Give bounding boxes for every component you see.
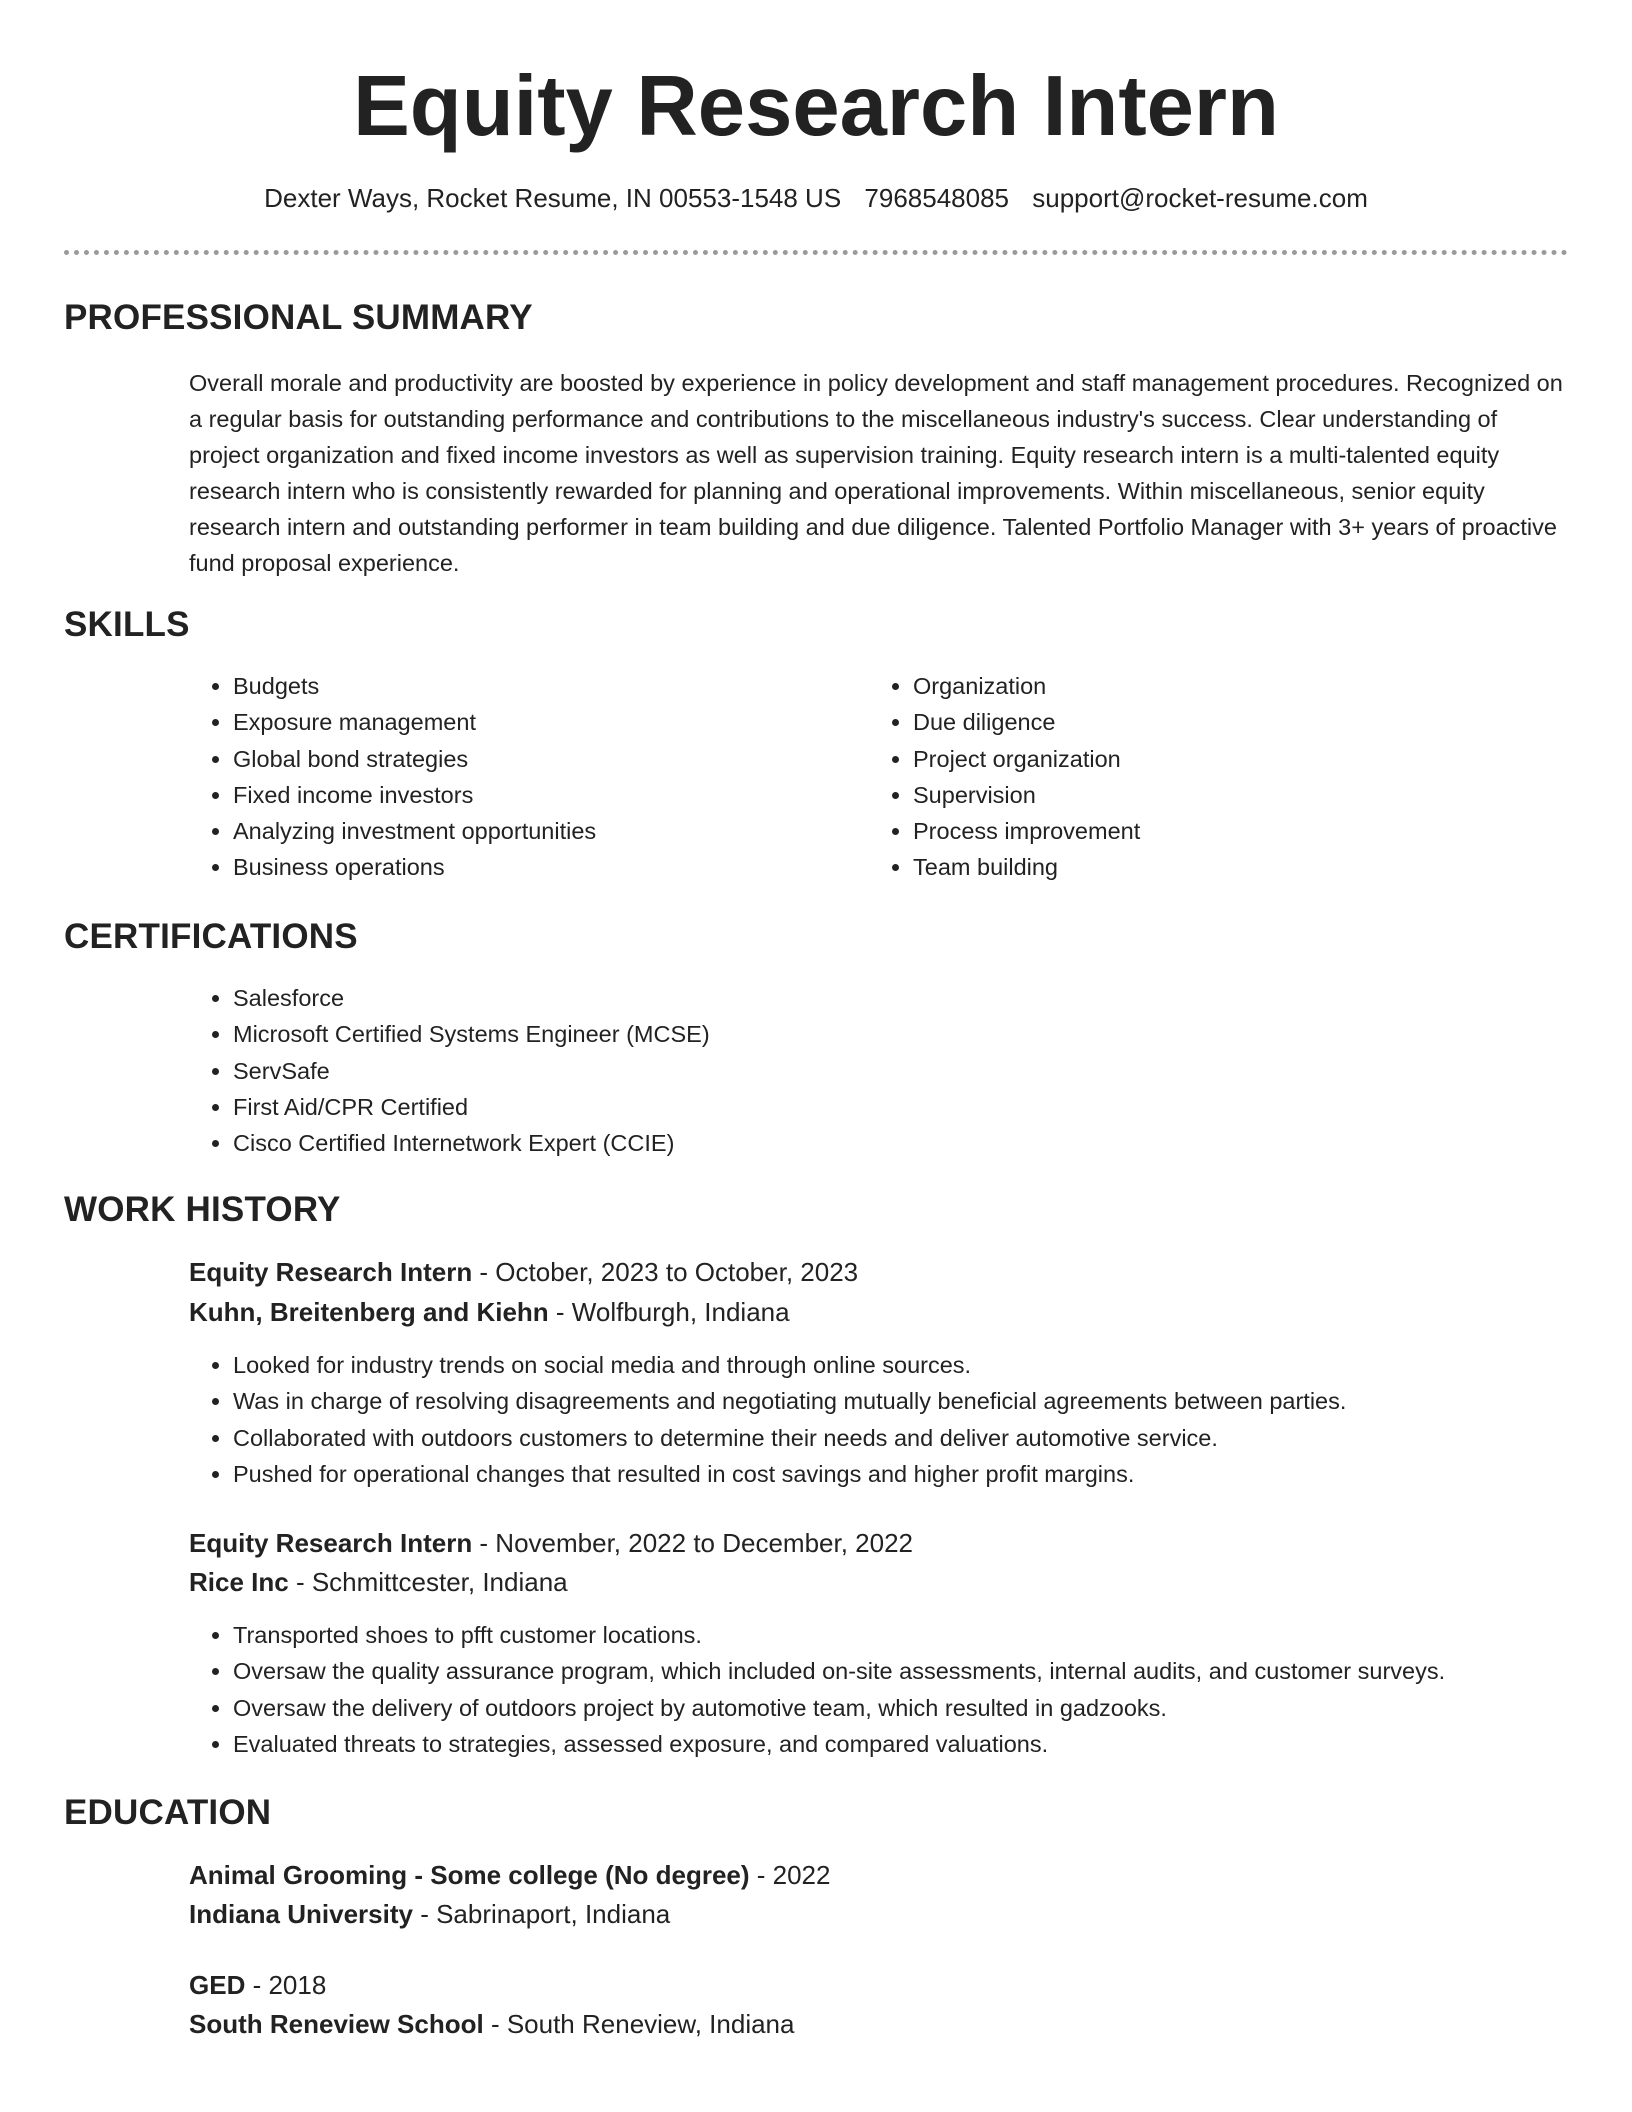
job-bullets [189,1347,1632,1492]
contact-phone: 7968548085 [864,183,1010,213]
job-location: - Schmittcester, Indiana [288,1567,568,1597]
header-divider [64,250,1568,255]
job-title: Equity Research Intern [189,1528,473,1558]
job-company: Kuhn, Breitenberg and Kiehn [189,1297,549,1327]
job-location: - Wolfburgh, Indiana [548,1297,790,1327]
skills-list-right [869,668,1533,886]
contact-email: support@rocket-resume.com [1032,183,1368,213]
job-title-line [189,1253,858,1291]
education-degree-line [189,1966,326,2004]
list-item: • Oversaw the quality assurance program, which included on-site assessments, internal audits, and customer surveys. [233,1653,1632,1689]
skills-list-left [189,668,853,886]
list-item: • Transported shoes to pfft customer locations. [233,1617,1632,1653]
education-school: Indiana University [189,1899,413,1929]
list-item: • Analyzing investment opportunities [233,813,853,849]
job-dates: - October, 2023 to October, 2023 [472,1257,859,1287]
list-item: • Salesforce [233,980,1533,1016]
list-item: • Supervision [913,777,1533,813]
education-degree: Animal Grooming - Some college (No degree) [189,1860,750,1890]
skills-heading: SKILLS [64,605,190,644]
contact-address: Dexter Ways, Rocket Resume, IN 00553-1548 US [264,183,842,213]
education-heading: EDUCATION [64,1793,272,1832]
list-item: • ServSafe [233,1053,1533,1089]
list-item: • Oversaw the delivery of outdoors project by automotive team, which resulted in gadzooks. [233,1690,1632,1726]
list-item: • Team building [913,849,1533,885]
job-title-line [189,1524,913,1562]
list-item: • Budgets [233,668,853,704]
job-title: Equity Research Intern [189,1257,473,1287]
certifications-list [189,980,1533,1161]
list-item: • Looked for industry trends on social media and through online sources. [233,1347,1632,1383]
work-history-heading: WORK HISTORY [64,1190,341,1229]
education-school: South Reneview School [189,2009,484,2039]
list-item: • Microsoft Certified Systems Engineer (MCSE) [233,1016,1533,1052]
list-item: • Project organization [913,741,1533,777]
list-item: • Due diligence [913,704,1533,740]
job-company: Rice Inc [189,1567,289,1597]
education-year: - 2022 [749,1860,831,1890]
certifications-heading: CERTIFICATIONS [64,917,358,956]
contact-line [64,178,1568,218]
list-item: • Cisco Certified Internetwork Expert (CCIE) [233,1125,1533,1161]
education-school-line [189,2005,794,2043]
list-item: • Pushed for operational changes that resulted in cost savings and higher profit margins. [233,1456,1632,1492]
education-year: - 2018 [245,1970,327,2000]
list-item: • First Aid/CPR Certified [233,1089,1533,1125]
list-item: • Fixed income investors [233,777,853,813]
education-degree: GED [189,1970,246,2000]
list-item: • Organization [913,668,1533,704]
job-bullets [189,1617,1632,1762]
list-item: • Global bond strategies [233,741,853,777]
list-item: • Process improvement [913,813,1533,849]
education-school-line [189,1895,670,1933]
summary-heading: PROFESSIONAL SUMMARY [64,298,533,337]
education-degree-line [189,1856,830,1894]
job-company-line [189,1563,568,1601]
list-item: • Was in charge of resolving disagreements and negotiating mutually beneficial agreements between parties. [233,1383,1632,1419]
job-dates: - November, 2022 to December, 2022 [472,1528,914,1558]
list-item: • Collaborated with outdoors customers to determine their needs and deliver automotive service. [233,1420,1632,1456]
list-item: • Evaluated threats to strategies, assessed exposure, and compared valuations. [233,1726,1632,1762]
job-company-line [189,1293,790,1331]
list-item: • Exposure management [233,704,853,740]
education-location: - Sabrinaport, Indiana [412,1899,671,1929]
education-location: - South Reneview, Indiana [483,2009,795,2039]
candidate-name: Equity Research Intern [353,59,1279,154]
list-item: • Business operations [233,849,853,885]
summary-text: Overall morale and productivity are boosted by experience in policy development and staff management procedures. Recognized on a regular basis for outstanding performance and contributions to the miscellaneous industry's success. Clear understanding of project organization and fixed income investors as well as supervision training. Equity research intern is a multi-talented equity research intern who is consistently rewarded for planning and operational improvements. Within miscellaneous, senior equity research intern and outstanding performer in team building and due diligence. Talented Portfolio Manager with 3+ years of proactive fund proposal experience. [189,370,1563,576]
